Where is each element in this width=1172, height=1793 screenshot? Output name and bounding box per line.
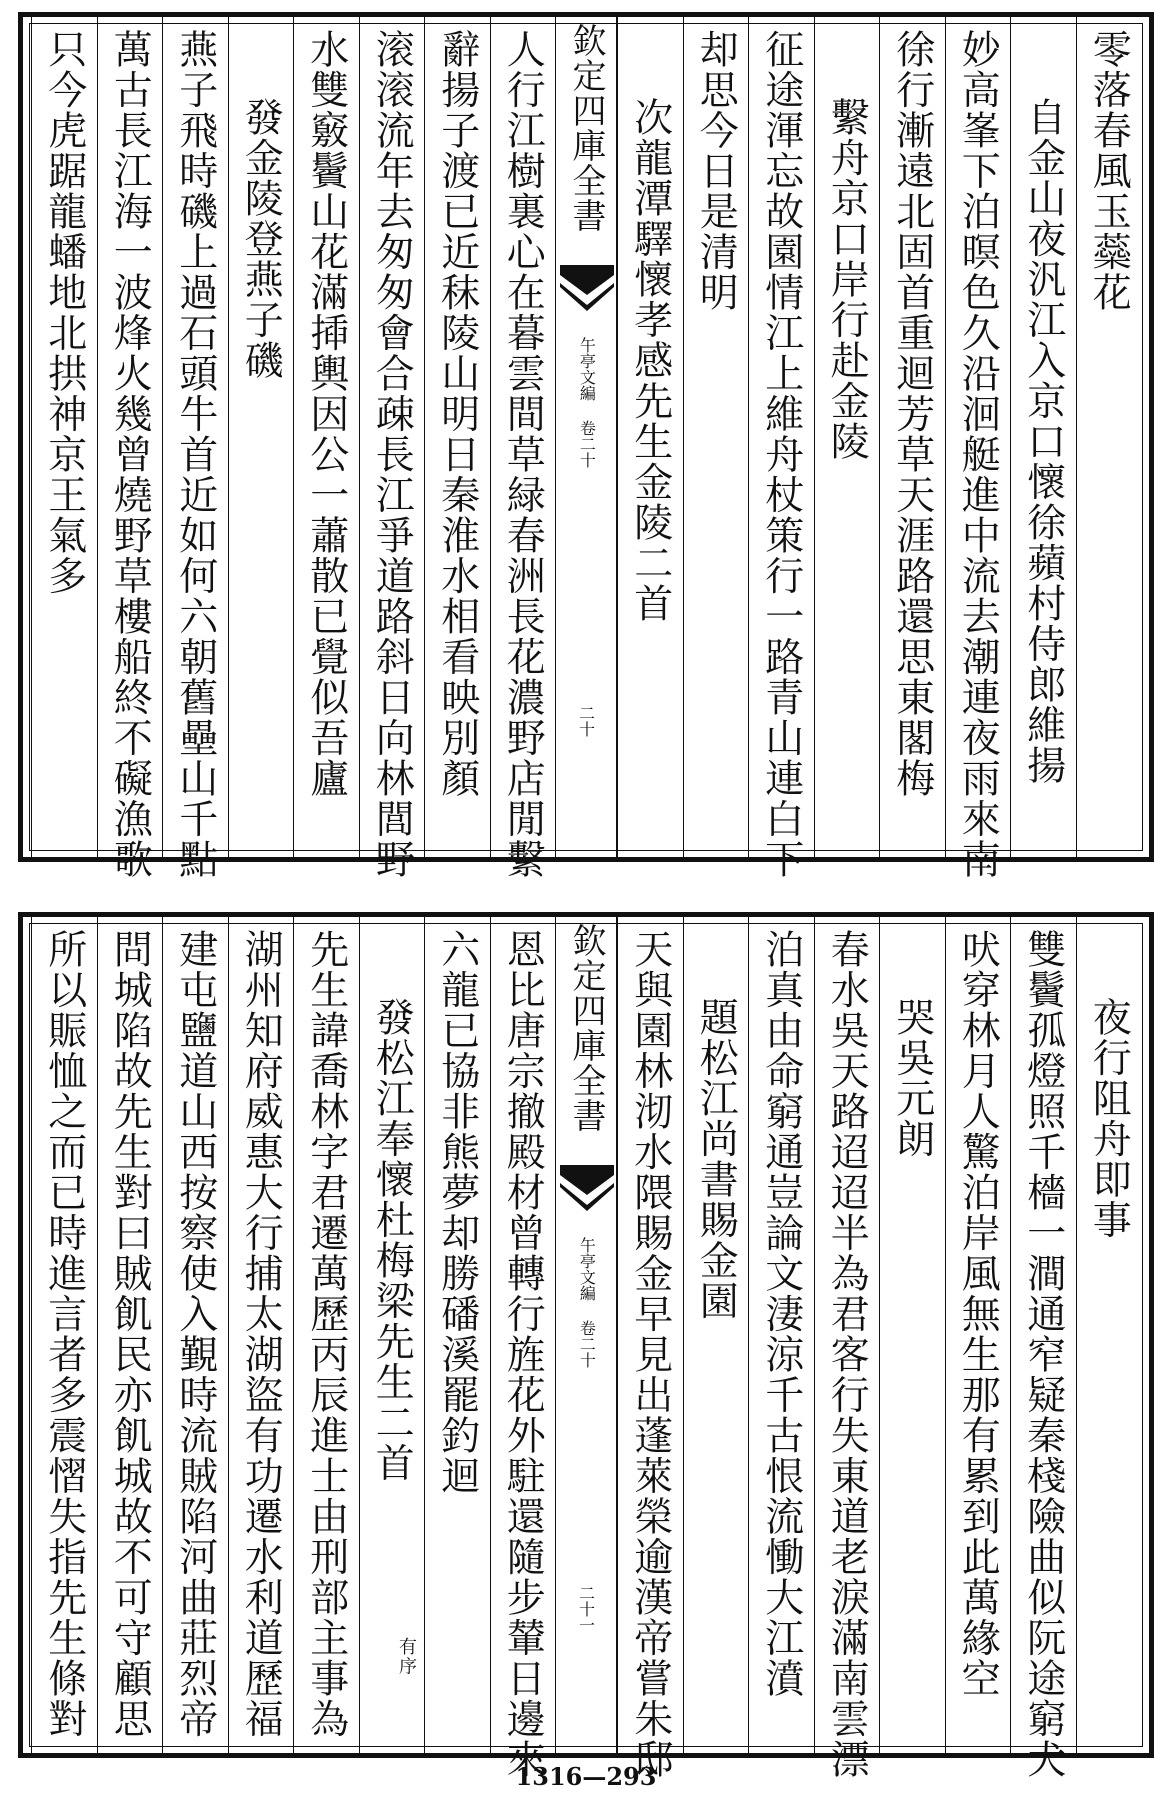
text-column [424, 17, 490, 857]
column-text: 次龍潭驛懷孝感先生金陵二首 [627, 97, 673, 624]
folio-number: 二十 [576, 705, 596, 737]
text-column [1076, 17, 1142, 857]
column-text: 夜行阻舟即事 [1086, 997, 1132, 1240]
text-column [945, 917, 1011, 1753]
text-column [879, 17, 945, 857]
column-text: 燕子飛時磯上過石頭牛首近如何六朝舊壘山千點 [172, 29, 218, 880]
text-column [617, 917, 683, 1780]
column-text: 恩比唐宗撤殿材曾轉行旌花外駐還隨步輦日邊來 [500, 929, 546, 1780]
text-column [31, 917, 97, 1753]
column-text: 妙高峯下泊暝色久沿洄艇進中流去潮連夜雨來南 [955, 29, 1001, 880]
column-text: 自金山夜汎江入京口懷徐蘋村侍郎維揚 [1020, 97, 1066, 786]
text-column [814, 17, 880, 857]
collection-header: 欽定四庫全書 [566, 23, 606, 233]
text-column [683, 917, 749, 1753]
text-column [31, 17, 97, 857]
volume-label: 午亭文編 卷二十 [577, 1237, 597, 1368]
collection-header: 欽定四庫全書 [566, 923, 606, 1133]
text-column [879, 917, 945, 1753]
fishtail-mark-icon [560, 1165, 614, 1213]
top-page [18, 12, 1154, 880]
column-text: 只今虎踞龍蟠地北拱神京王氣多 [41, 29, 87, 596]
annotation-note: 有序 [395, 1637, 417, 1676]
text-column [814, 917, 880, 1780]
text-column [97, 17, 163, 880]
text-column [490, 917, 556, 1780]
column-text: 建屯鹽道山西按察使入覲時流賊陷河曲莊烈帝 [172, 929, 218, 1739]
text-column [683, 17, 749, 857]
text-column [293, 17, 359, 857]
text-column [748, 17, 814, 880]
page-footer-number: 1316—293 [515, 1762, 657, 1791]
text-column [228, 917, 294, 1753]
column-text: 滚滚流年去匆匆會合疎長江爭道路斜日向林閭野 [369, 29, 415, 880]
column-text: 題松江尚書賜金園 [693, 997, 739, 1321]
column-text: 零落春風玉蘂花 [1086, 29, 1132, 313]
column-text: 哭吳元朗 [889, 997, 935, 1159]
column-text: 問城陷故先生對曰賊飢民亦飢城故不可守顧思 [107, 929, 153, 1739]
text-column [1010, 917, 1076, 1780]
text-column [293, 917, 359, 1753]
text-column [97, 917, 163, 1753]
column-text: 征途渾忘故園情江上維舟杖策行一路青山連白下 [758, 29, 804, 880]
volume-label: 午亭文編 卷二十 [577, 337, 597, 468]
column-text: 先生諱喬林字君遷萬歷丙辰進士由刑部主事為 [303, 929, 349, 1739]
column-text: 徐行漸遠北固首重迴芳草天涯路還思東閣梅 [889, 29, 935, 799]
column-text: 春水吳天路迢迢半為君客行失東道老淚滿南雲漂 [824, 929, 870, 1780]
column-text: 雙鬢孤燈照千檣一澗通窄疑秦棧險曲似阮途窮犬 [1020, 929, 1066, 1780]
column-text: 却思今日是清明 [693, 29, 739, 313]
text-column [228, 17, 294, 857]
text-column [162, 17, 228, 880]
text-column [490, 17, 556, 880]
column-text: 繫舟京口岸行赴金陵 [824, 97, 870, 462]
center-fold-column [555, 17, 617, 857]
text-column [748, 917, 814, 1753]
folio-number: 二十一 [576, 1585, 596, 1633]
column-text: 六龍已協非熊夢却勝磻溪罷釣迴 [434, 929, 480, 1496]
column-text: 萬古長江海一波烽火幾曾燒野草樓船終不礙漁歌 [107, 29, 153, 880]
column-text: 天與園林沏水隈賜金早見出蓬萊榮逾漢帝嘗朱邸 [627, 929, 673, 1780]
fishtail-mark-icon [560, 265, 614, 313]
text-column [424, 917, 490, 1753]
column-text: 發松江奉懷杜梅梁先生二首 [369, 997, 415, 1483]
column-text: 人行江樹裏心在暮雲間草緑春洲長花濃野店閒繫 [500, 29, 546, 880]
column-text: 泊真由命窮通豈論文淒涼千古恨流慟大江濆 [758, 929, 804, 1699]
text-column [359, 917, 425, 1753]
column-text: 湖州知府威惠大行捕太湖盜有功遷水利道歷福 [238, 929, 284, 1739]
center-fold-column [555, 917, 617, 1753]
column-text: 發金陵登燕子磯 [238, 97, 284, 381]
column-text: 水雙竅鬢山花滿揷輿因公一蕭散已覺似吾廬 [303, 29, 349, 799]
text-column [617, 17, 683, 857]
text-column [1076, 917, 1142, 1753]
text-column [162, 917, 228, 1753]
column-text: 所以賑恤之而已時進言者多震慴失指先生條對 [41, 929, 87, 1739]
column-text: 吠穿林月人驚泊岸風無生那有累到此萬緣空 [955, 929, 1001, 1699]
column-text: 辭揚子渡已近秣陵山明日秦淮水相看映別顏 [434, 29, 480, 799]
text-column [945, 17, 1011, 880]
text-column [359, 17, 425, 880]
text-column [1010, 17, 1076, 857]
